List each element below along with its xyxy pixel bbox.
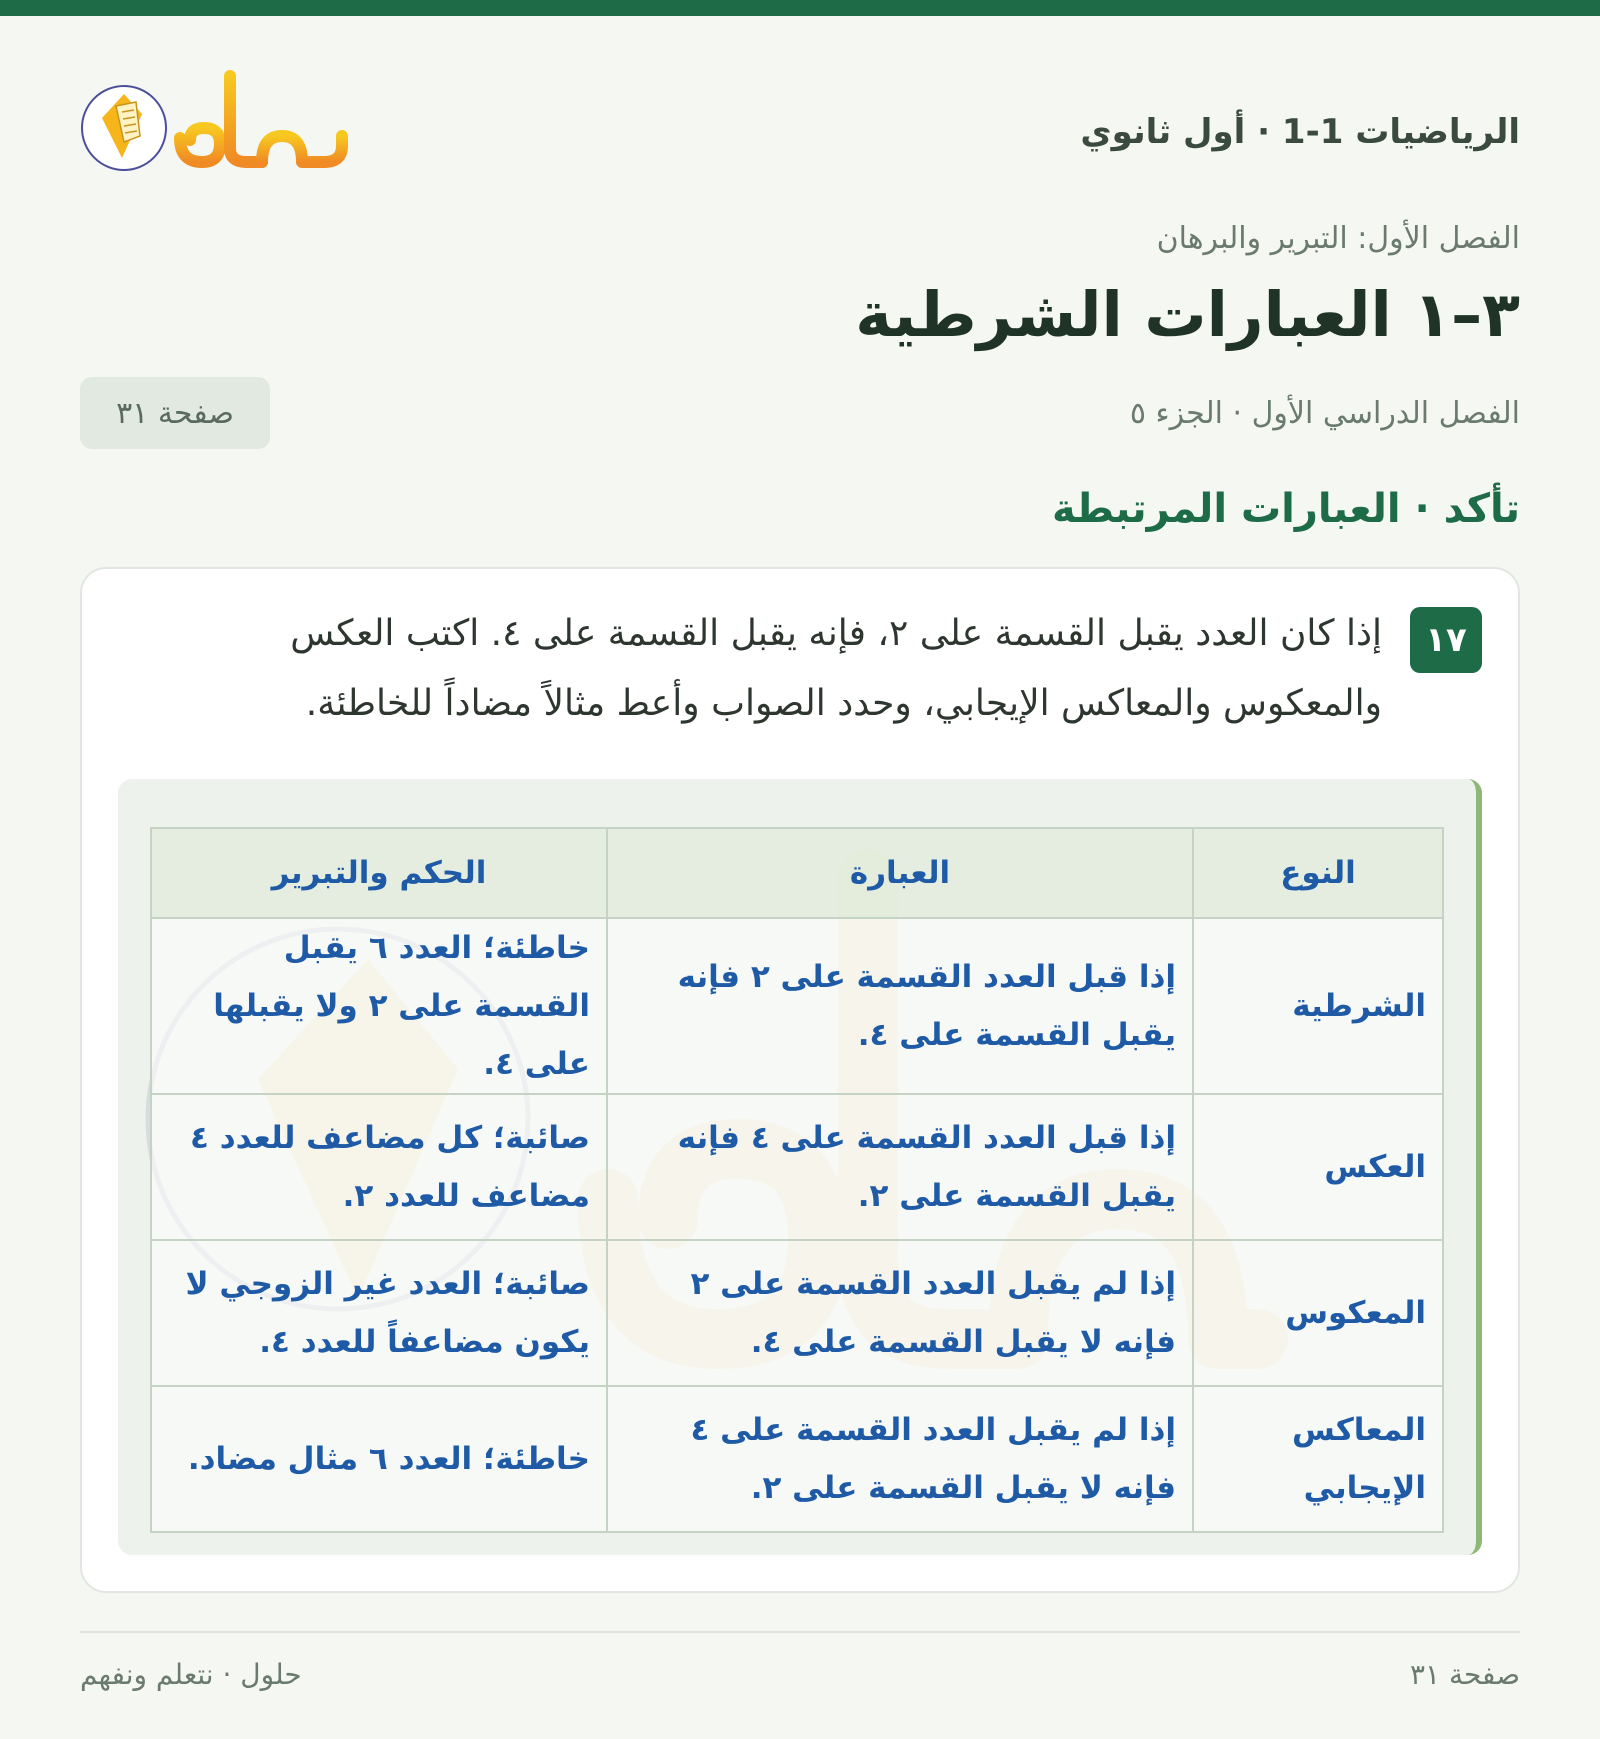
row-statement: إذا قبل العدد القسمة على ٤ فإنه يقبل القسمة على ٢. bbox=[607, 1094, 1193, 1240]
header bbox=[80, 66, 1520, 176]
row-statement: إذا قبل العدد القسمة على ٢ فإنه يقبل القسمة على ٤. bbox=[607, 918, 1193, 1094]
section-title: تأكد · العبارات المرتبطة bbox=[1052, 486, 1520, 532]
top-accent-bar bbox=[0, 0, 1600, 16]
header-statement: العبارة bbox=[607, 828, 1193, 918]
table-row bbox=[151, 1240, 1443, 1386]
footer-page-number: صفحة ٣١ bbox=[1409, 1658, 1520, 1691]
row-statement: إذا لم يقبل العدد القسمة على ٢ فإنه لا يقبل القسمة على ٤. bbox=[607, 1240, 1193, 1386]
logo-wordmark bbox=[180, 76, 342, 162]
row-type: الشرطية bbox=[1193, 918, 1443, 1094]
term-label: الفصل الدراسي الأول · الجزء ٥ bbox=[1129, 396, 1520, 431]
table-row bbox=[151, 1094, 1443, 1240]
table-header-row bbox=[151, 828, 1443, 918]
footer-brand: حلول · نتعلم ونفهم bbox=[80, 1658, 302, 1691]
table-row bbox=[151, 1386, 1443, 1532]
table-row bbox=[151, 918, 1443, 1094]
row-type: المعكوس bbox=[1193, 1240, 1443, 1386]
answer-box bbox=[118, 779, 1482, 1555]
header-verdict: الحكم والتبرير bbox=[151, 828, 607, 918]
footer-divider bbox=[80, 1631, 1520, 1633]
course-title: الرياضيات 1-1 · أول ثانوي bbox=[1080, 112, 1520, 152]
row-type: المعاكس الإيجابي bbox=[1193, 1386, 1443, 1532]
question-text: إذا كان العدد يقبل القسمة على ٢، فإنه يقبل القسمة على ٤. اكتب العكس والمعكوس والمعاكس الإيجابي، وحدد الصواب وأعط مثالاً مضاداً للخاطئة. bbox=[290, 613, 1382, 724]
page bbox=[80, 16, 1520, 1739]
row-statement: إذا لم يقبل العدد القسمة على ٤ فإنه لا يقبل القسمة على ٢. bbox=[607, 1386, 1193, 1532]
page-badge: صفحة ٣١ bbox=[80, 377, 270, 449]
question-number-badge: ١٧ bbox=[1410, 607, 1482, 673]
row-type: العكس bbox=[1193, 1094, 1443, 1240]
question-card bbox=[80, 567, 1520, 1593]
header-type: النوع bbox=[1193, 828, 1443, 918]
answers-table bbox=[150, 827, 1444, 1533]
chapter-label: الفصل الأول: التبرير والبرهان bbox=[1156, 221, 1520, 256]
row-verdict: خاطئة؛ العدد ٦ مثال مضاد. bbox=[151, 1386, 607, 1532]
lesson-title: ٣–١ العبارات الشرطية bbox=[855, 278, 1520, 351]
row-verdict: خاطئة؛ العدد ٦ يقبل القسمة على ٢ ولا يقبلها على ٤. bbox=[151, 918, 607, 1094]
hulul-logo[interactable] bbox=[80, 66, 370, 176]
row-verdict: صائبة؛ كل مضاعف للعدد ٤ مضاعف للعدد ٢. bbox=[151, 1094, 607, 1240]
row-verdict: صائبة؛ العدد غير الزوجي لا يكون مضاعفاً للعدد ٤. bbox=[151, 1240, 607, 1386]
